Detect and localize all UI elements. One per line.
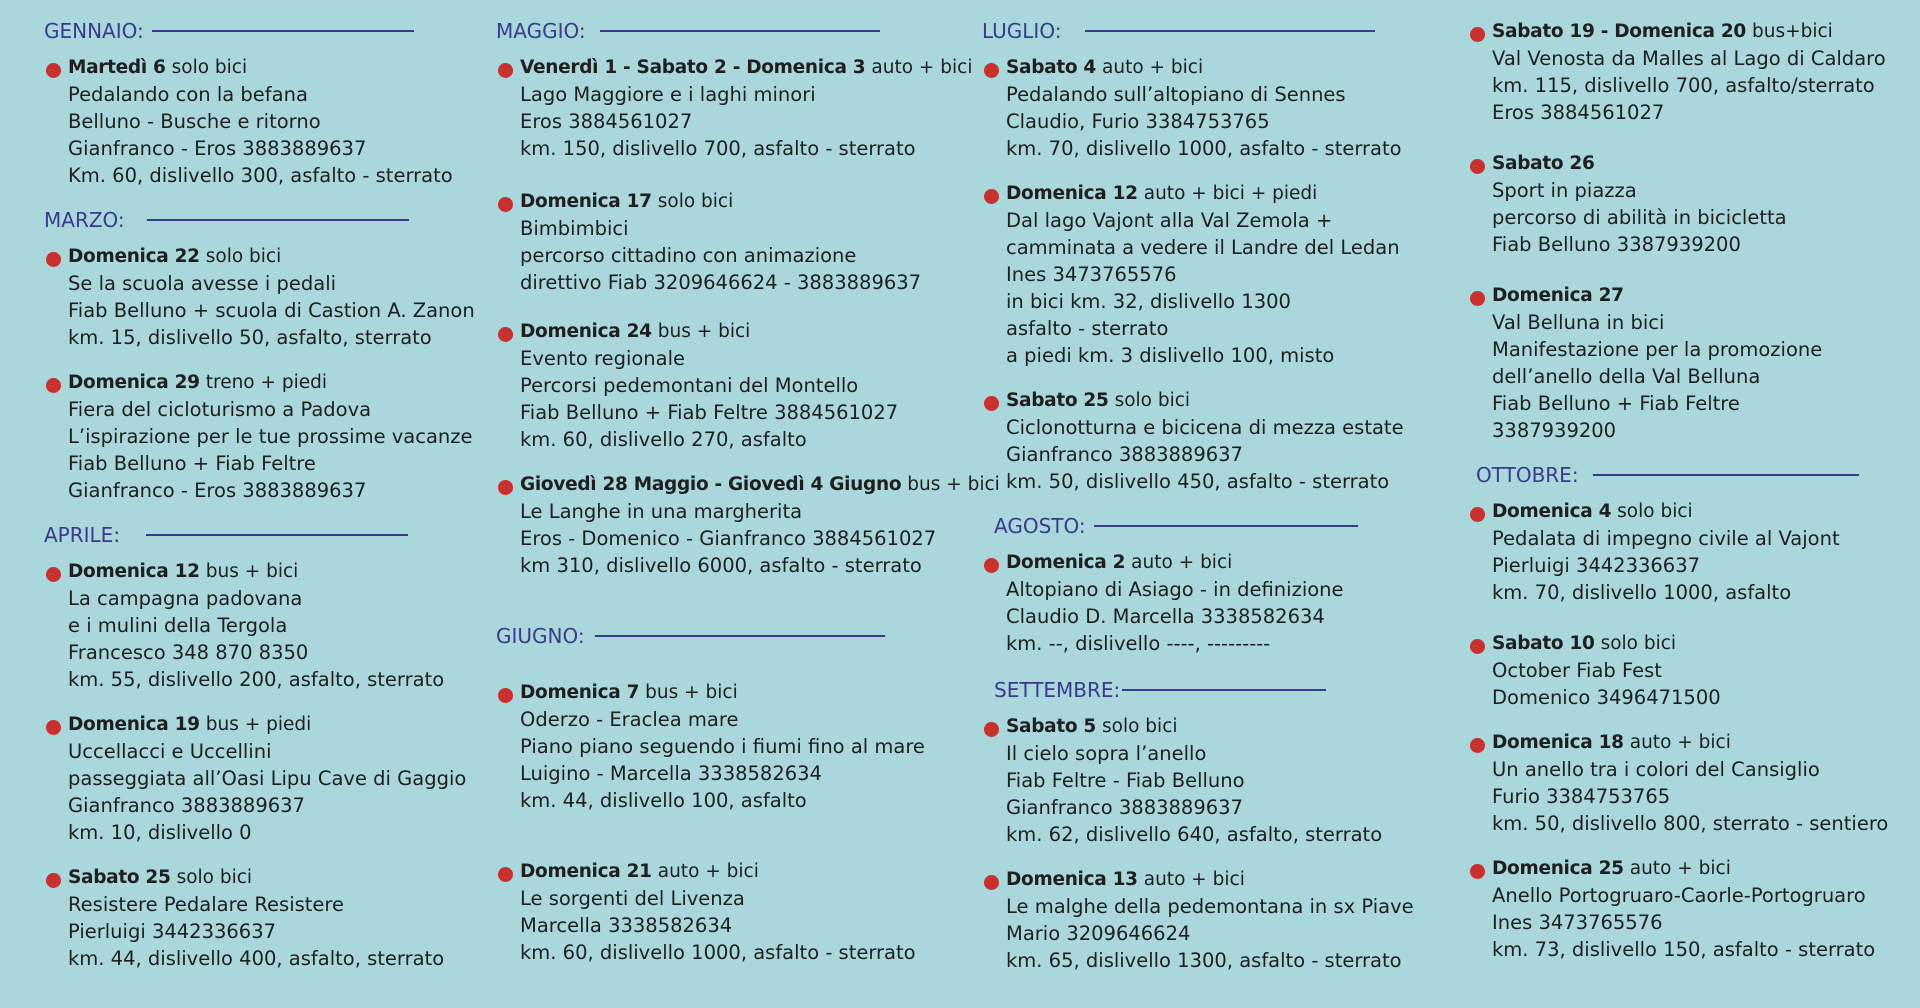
- section-maggio: [496, 18, 1000, 579]
- event-bullet: [46, 63, 61, 78]
- event-header: [520, 188, 966, 215]
- event-date: Domenica 12: [68, 561, 200, 582]
- event-bullet: [1470, 738, 1485, 753]
- event-mode: solo bici: [1102, 716, 1178, 737]
- event-line: Eros 3884561027: [520, 110, 693, 133]
- event-line: Uccellacci e Uccellini: [68, 740, 272, 763]
- event-bullet: [984, 63, 999, 78]
- event-line: Eros 3884561027: [1492, 101, 1665, 124]
- event-bullet: [498, 867, 513, 882]
- event-mode: bus + bici: [657, 321, 751, 342]
- event-line: km. 60, dislivello 270, asfalto: [520, 428, 807, 451]
- month-heading: [44, 18, 484, 44]
- month-heading: [1476, 462, 1908, 488]
- event-line: Claudio D. Marcella 3338582634: [1006, 605, 1325, 628]
- event-mode: auto + bici: [871, 57, 973, 78]
- event-date: Sabato 26: [1492, 153, 1595, 174]
- event-line: Piano piano seguendo i fiumi fino al mare: [520, 735, 925, 758]
- event-item: [982, 387, 1452, 495]
- event-line: Fiab Belluno + Fiab Feltre: [1492, 392, 1740, 415]
- event-bullet: [498, 197, 513, 212]
- event-bullet: [46, 720, 61, 735]
- event-line: Fiab Belluno + Fiab Feltre: [68, 452, 316, 475]
- event-date: Domenica 19: [68, 714, 200, 735]
- event-item: [44, 558, 484, 693]
- event-line: km. 15, dislivello 50, asfalto, sterrato: [68, 326, 432, 349]
- event-item: [1468, 630, 1908, 711]
- event-line: Marcella 3338582634: [520, 914, 733, 937]
- event-item: [44, 369, 484, 504]
- event-bullet: [46, 873, 61, 888]
- event-item: [1468, 18, 1908, 126]
- section-gennaio: [44, 18, 484, 189]
- event-mode: auto + bici: [1629, 858, 1731, 879]
- event-bullet: [498, 480, 513, 495]
- event-date: Domenica 17: [520, 191, 652, 212]
- month-rule: [1094, 525, 1358, 527]
- event-date: Domenica 25: [1492, 858, 1624, 879]
- event-line: Fiab Belluno + scuola di Castion A. Zanon: [68, 299, 475, 322]
- event-header: [1006, 866, 1452, 893]
- event-header: [520, 54, 973, 81]
- section-aprile: [44, 522, 484, 972]
- event-line: Eros - Domenico - Gianfranco 3884561027: [520, 527, 937, 550]
- month-label: LUGLIO:: [982, 19, 1062, 43]
- event-line: km. 50, dislivello 800, sterrato - sentiero: [1492, 812, 1889, 835]
- event-line: Manifestazione per la promozione: [1492, 338, 1823, 361]
- month-rule: [1593, 474, 1859, 476]
- event-line: Val Venosta da Malles al Lago di Caldaro: [1492, 47, 1886, 70]
- column-2: [496, 18, 1000, 984]
- month-heading: [496, 623, 966, 649]
- event-date: Domenica 4: [1492, 501, 1612, 522]
- event-line: Pierluigi 3442336637: [68, 920, 277, 943]
- event-line: Pedalata di impegno civile al Vajont: [1492, 527, 1840, 550]
- event-date: Domenica 29: [68, 372, 200, 393]
- event-header: [1006, 549, 1452, 576]
- event-line: Fiab Feltre - Fiab Belluno: [1006, 769, 1245, 792]
- event-date: Sabato 4: [1006, 57, 1097, 78]
- event-line: Francesco 348 870 8350: [68, 641, 309, 664]
- event-item: [496, 318, 966, 453]
- event-line: Furio 3384753765: [1492, 785, 1671, 808]
- event-header: [1492, 282, 1908, 309]
- event-bullet: [1470, 27, 1485, 42]
- event-date: Sabato 10: [1492, 633, 1595, 654]
- column-3: [982, 18, 1452, 992]
- month-rule: [146, 534, 408, 536]
- event-line: Altopiano di Asiago - in definizione: [1006, 578, 1344, 601]
- event-bullet: [1470, 291, 1485, 306]
- event-header: [1006, 54, 1452, 81]
- event-item: [982, 549, 1452, 657]
- event-mode: auto + bici: [1102, 57, 1204, 78]
- event-mode: bus + bici: [645, 682, 738, 703]
- event-line: km. 10, dislivello 0: [68, 821, 252, 844]
- event-mode: solo bici: [1114, 390, 1191, 411]
- month-label: MARZO:: [44, 208, 125, 232]
- event-item: [44, 54, 484, 189]
- event-date: Giovedì 28 Maggio - Giovedì 4 Giugno: [520, 474, 902, 495]
- event-line: Ines 3473765576: [1492, 911, 1663, 934]
- event-line: Oderzo - Eraclea mare: [520, 708, 739, 731]
- event-item: [44, 864, 484, 972]
- event-line: Anello Portogruaro-Caorle-Portogruaro: [1492, 884, 1866, 907]
- month-rule: [1122, 689, 1326, 691]
- event-date: Sabato 25: [68, 867, 171, 888]
- event-mode: solo bici: [1600, 633, 1677, 654]
- month-rule: [1085, 30, 1375, 32]
- event-line: Il cielo sopra l’anello: [1006, 742, 1207, 765]
- event-line: October Fiab Fest: [1492, 659, 1662, 682]
- event-line: Sport in piazza: [1492, 179, 1637, 202]
- event-header: [520, 318, 966, 345]
- event-mode: solo bici: [205, 246, 282, 267]
- event-line: Gianfranco 3883889637: [1006, 443, 1243, 466]
- event-item: [1468, 855, 1908, 963]
- event-line: km. 70, dislivello 1000, asfalto - sterrato: [1006, 137, 1402, 160]
- event-mode: bus + bici: [907, 474, 1000, 495]
- event-mode: solo bici: [171, 57, 248, 78]
- month-heading: [44, 522, 484, 548]
- event-mode: solo bici: [176, 867, 253, 888]
- month-heading: [982, 18, 1452, 44]
- event-header: [1492, 498, 1908, 525]
- event-header: [68, 711, 484, 738]
- event-line: Lago Maggiore e i laghi minori: [520, 83, 816, 106]
- event-line: a piedi km. 3 dislivello 100, misto: [1006, 344, 1335, 367]
- event-date: Domenica 24: [520, 321, 652, 342]
- event-item: [1468, 282, 1908, 444]
- event-date: Domenica 12: [1006, 183, 1138, 204]
- event-line: Gianfranco 3883889637: [68, 794, 305, 817]
- event-line: Le sorgenti del Livenza: [520, 887, 745, 910]
- event-header: [1492, 630, 1908, 657]
- event-line: Bimbimbici: [520, 217, 629, 240]
- event-line: Un anello tra i colori del Cansiglio: [1492, 758, 1820, 781]
- event-line: in bici km. 32, dislivello 1300: [1006, 290, 1291, 313]
- event-line: Belluno - Busche e ritorno: [68, 110, 321, 133]
- event-line: km. 65, dislivello 1300, asfalto - sterrato: [1006, 949, 1402, 972]
- event-line: Fiera del cicloturismo a Padova: [68, 398, 372, 421]
- event-date: Domenica 7: [520, 682, 640, 703]
- event-header: [68, 558, 484, 585]
- event-line: L’ispirazione per le tue prossime vacanze: [68, 425, 473, 448]
- event-line: Fiab Belluno 3387939200: [1492, 233, 1741, 256]
- event-header: [520, 679, 966, 706]
- event-header: [520, 471, 1000, 498]
- event-line: km. --, dislivello ----, ---------: [1006, 632, 1271, 655]
- event-line: Percorsi pedemontani del Montello: [520, 374, 859, 397]
- event-item: [44, 711, 484, 846]
- event-mode: auto + bici: [1143, 869, 1245, 890]
- event-date: Domenica 18: [1492, 732, 1624, 753]
- event-date: Domenica 13: [1006, 869, 1138, 890]
- column-4: [1468, 18, 1908, 981]
- section-settembre-continued: [1468, 18, 1908, 444]
- event-date: Sabato 25: [1006, 390, 1109, 411]
- event-line: percorso cittadino con animazione: [520, 244, 857, 267]
- event-header: [520, 858, 966, 885]
- event-mode: bus+bici: [1751, 21, 1833, 42]
- event-line: percorso di abilità in bicicletta: [1492, 206, 1787, 229]
- event-header: [1006, 180, 1452, 207]
- event-line: Luigino - Marcella 3338582634: [520, 762, 822, 785]
- event-bullet: [984, 722, 999, 737]
- event-bullet: [984, 875, 999, 890]
- event-line: Se la scuola avesse i pedali: [68, 272, 337, 295]
- event-date: Sabato 19 - Domenica 20: [1492, 21, 1746, 42]
- section-settembre: [982, 677, 1452, 974]
- event-line: Le malghe della pedemontana in sx Piave: [1006, 895, 1414, 918]
- event-bullet: [984, 189, 999, 204]
- event-date: Domenica 2: [1006, 552, 1126, 573]
- event-bullet: [498, 63, 513, 78]
- event-line: km. 62, dislivello 640, asfalto, sterrato: [1006, 823, 1383, 846]
- event-line: dell’anello della Val Belluna: [1492, 365, 1761, 388]
- event-date: Sabato 5: [1006, 716, 1097, 737]
- event-line: La campagna padovana: [68, 587, 303, 610]
- event-line: km. 44, dislivello 400, asfalto, sterrato: [68, 947, 445, 970]
- event-mode: solo bici: [657, 191, 734, 212]
- event-line: Domenico 3496471500: [1492, 686, 1721, 709]
- month-heading: [44, 207, 484, 233]
- event-line: km. 55, dislivello 200, asfalto, sterrato: [68, 668, 445, 691]
- event-line: Dal lago Vajont alla Val Zemola +: [1006, 209, 1333, 232]
- event-item: [1468, 150, 1908, 258]
- event-line: km. 73, dislivello 150, asfalto - sterrato: [1492, 938, 1876, 961]
- event-line: camminata a vedere il Landre del Ledan: [1006, 236, 1400, 259]
- event-header: [1006, 713, 1452, 740]
- event-bullet: [1470, 507, 1485, 522]
- event-mode: bus + bici: [205, 561, 299, 582]
- event-item: [496, 858, 966, 966]
- event-bullet: [984, 396, 999, 411]
- event-mode: bus + piedi: [205, 714, 312, 735]
- event-header: [68, 864, 484, 891]
- event-item: [1468, 729, 1908, 837]
- event-item: [496, 188, 966, 296]
- event-line: km. 50, dislivello 450, asfalto - sterrato: [1006, 470, 1390, 493]
- month-label: OTTOBRE:: [1476, 463, 1579, 487]
- month-label: GIUGNO:: [496, 624, 585, 648]
- event-line: Pierluigi 3442336637: [1492, 554, 1701, 577]
- event-line: Mario 3209646624: [1006, 922, 1191, 945]
- event-line: Pedalando con la befana: [68, 83, 308, 106]
- month-label: SETTEMBRE:: [994, 678, 1121, 702]
- event-line: km 310, dislivello 6000, asfalto - sterrato: [520, 554, 922, 577]
- event-line: Val Belluna in bici: [1492, 311, 1665, 334]
- event-bullet: [46, 252, 61, 267]
- event-line: asfalto - sterrato: [1006, 317, 1169, 340]
- event-header: [1492, 855, 1908, 882]
- event-item: [496, 471, 1000, 579]
- event-line: Ciclonotturna e bicicena di mezza estate: [1006, 416, 1404, 439]
- event-line: Gianfranco - Eros 3883889637: [68, 137, 367, 160]
- event-line: Evento regionale: [520, 347, 686, 370]
- event-item: [982, 713, 1452, 848]
- event-line: Fiab Belluno + Fiab Feltre 3884561027: [520, 401, 899, 424]
- event-date: Martedì 6: [68, 57, 166, 78]
- month-label: MAGGIO:: [496, 19, 586, 43]
- event-item: [496, 679, 966, 814]
- event-date: Domenica 27: [1492, 285, 1624, 306]
- section-marzo: [44, 207, 484, 504]
- event-mode: treno + piedi: [205, 372, 328, 393]
- event-line: Pedalando sull’altopiano di Sennes: [1006, 83, 1346, 106]
- event-header: [1006, 387, 1452, 414]
- event-bullet: [1470, 159, 1485, 174]
- event-line: km. 70, dislivello 1000, asfalto: [1492, 581, 1792, 604]
- event-line: km. 60, dislivello 1000, asfalto - sterrato: [520, 941, 916, 964]
- event-line: e i mulini della Tergola: [68, 614, 288, 637]
- month-label: GENNAIO:: [44, 19, 144, 43]
- event-bullet: [984, 558, 999, 573]
- event-item: [982, 866, 1452, 974]
- event-bullet: [498, 327, 513, 342]
- event-line: Claudio, Furio 3384753765: [1006, 110, 1270, 133]
- month-heading: [994, 513, 1452, 539]
- event-line: Ines 3473765576: [1006, 263, 1177, 286]
- month-rule: [600, 30, 880, 32]
- event-header: [68, 369, 484, 396]
- month-label: APRILE:: [44, 523, 121, 547]
- event-item: [982, 54, 1452, 162]
- event-mode: auto + bici: [1629, 732, 1731, 753]
- event-date: Domenica 22: [68, 246, 200, 267]
- event-header: [1492, 729, 1908, 756]
- month-rule: [147, 219, 409, 221]
- event-mode: auto + bici: [1131, 552, 1233, 573]
- event-line: direttivo Fiab 3209646624 - 3883889637: [520, 271, 922, 294]
- event-mode: auto + bici + piedi: [1143, 183, 1318, 204]
- section-luglio: [982, 18, 1452, 495]
- event-header: [68, 243, 484, 270]
- section-ottobre: [1468, 462, 1908, 963]
- event-line: Km. 60, dislivello 300, asfalto - sterrato: [68, 164, 453, 187]
- month-rule: [595, 635, 885, 637]
- event-line: km. 115, dislivello 700, asfalto/sterrato: [1492, 74, 1875, 97]
- month-heading: [496, 18, 966, 44]
- event-mode: auto + bici: [657, 861, 759, 882]
- event-line: Gianfranco 3883889637: [1006, 796, 1243, 819]
- event-header: [1492, 150, 1908, 177]
- event-bullet: [1470, 639, 1485, 654]
- event-date: Venerdì 1 - Sabato 2 - Domenica 3: [520, 57, 866, 78]
- event-header: [68, 54, 484, 81]
- event-bullet: [1470, 864, 1485, 879]
- event-item: [1468, 498, 1908, 606]
- event-header: [1492, 18, 1908, 45]
- event-item: [982, 180, 1452, 369]
- section-agosto: [982, 513, 1452, 657]
- event-line: passeggiata all’Oasi Lipu Cave di Gaggio: [68, 767, 467, 790]
- event-line: km. 150, dislivello 700, asfalto - sterrato: [520, 137, 916, 160]
- event-bullet: [498, 688, 513, 703]
- section-giugno: [496, 623, 966, 966]
- event-item: [44, 243, 484, 351]
- column-1: [44, 18, 484, 990]
- event-line: Gianfranco - Eros 3883889637: [68, 479, 367, 502]
- month-label: AGOSTO:: [994, 514, 1086, 538]
- event-line: Resistere Pedalare Resistere: [68, 893, 345, 916]
- event-line: 3387939200: [1492, 419, 1617, 442]
- month-heading: [994, 677, 1452, 703]
- event-date: Domenica 21: [520, 861, 652, 882]
- event-line: km. 44, dislivello 100, asfalto: [520, 789, 807, 812]
- event-line: Le Langhe in una margherita: [520, 500, 803, 523]
- event-mode: solo bici: [1617, 501, 1693, 522]
- event-bullet: [46, 567, 61, 582]
- month-rule: [152, 30, 414, 32]
- event-bullet: [46, 378, 61, 393]
- event-item: [496, 54, 973, 162]
